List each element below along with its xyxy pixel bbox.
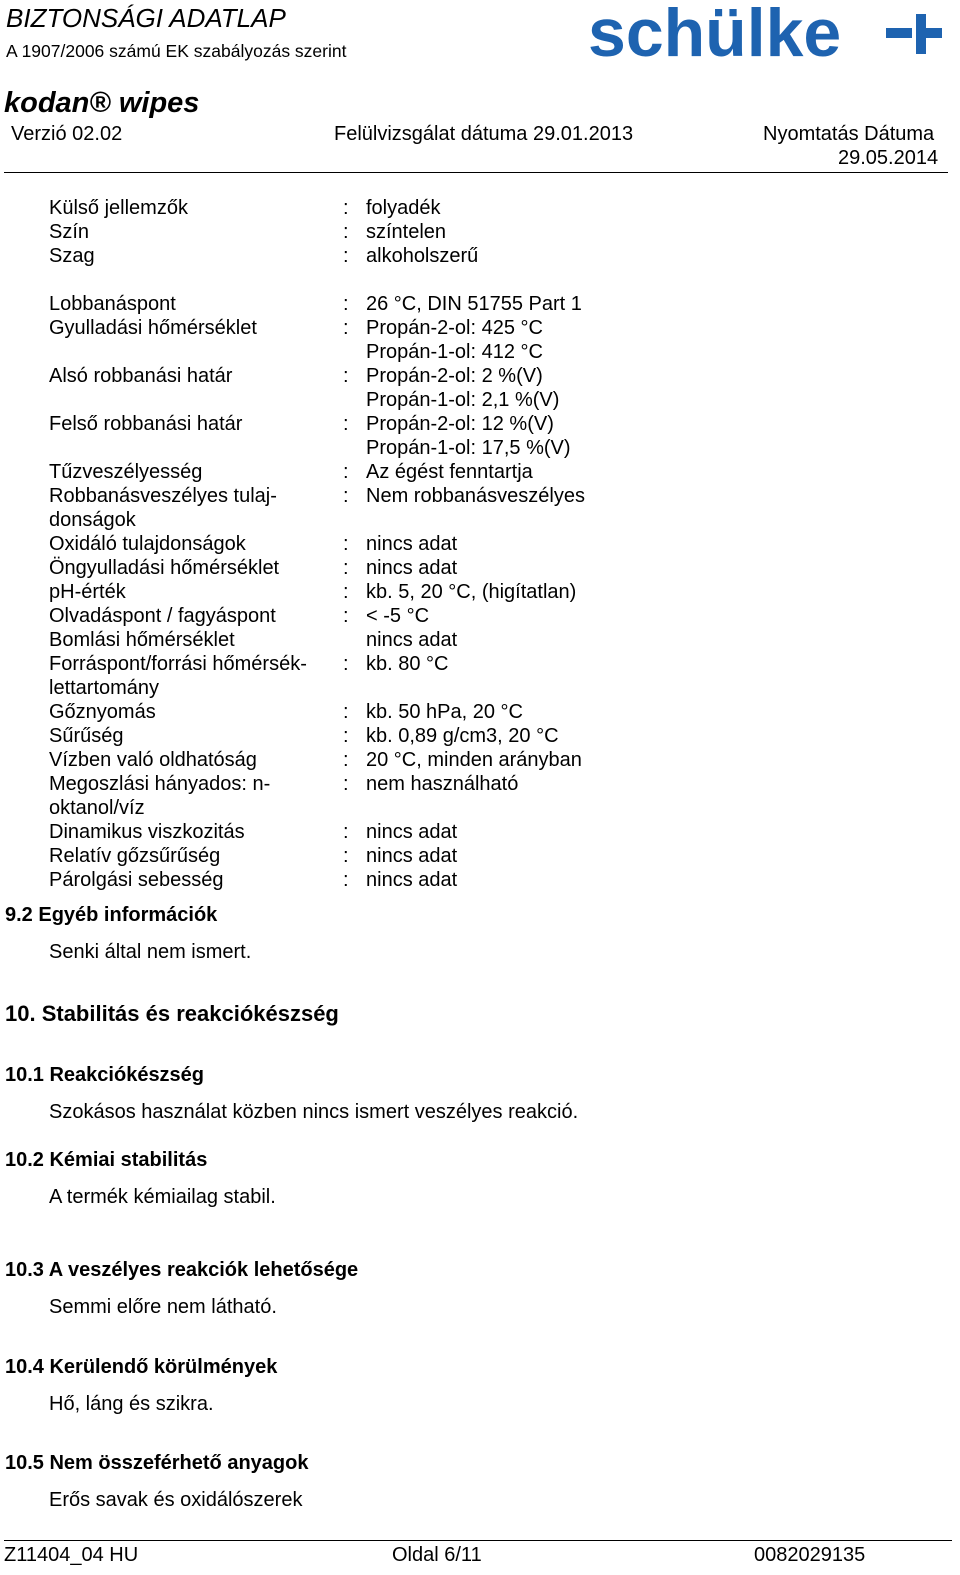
property-value: folyadék [366,197,441,219]
property-value: 26 °C, DIN 51755 Part 1 [366,293,582,315]
section-10-2-heading: 10.2 Kémiai stabilitás [5,1149,208,1171]
property-separator: : [343,461,349,483]
property-value: nincs adat [366,629,458,651]
section-9-2-text: Senki által nem ismert. [49,941,252,963]
footer-doc-number: 0082029135 [754,1544,866,1566]
property-value: nincs adat [366,845,458,867]
property-label: Relatív gőzsűrűség [49,845,221,867]
property-label: Tűzveszélyesség [49,461,203,483]
property-value: kb. 5, 20 °C, (higítatlan) [366,581,577,603]
property-value: nincs adat [366,821,458,843]
property-label: Sűrűség [49,725,124,747]
property-separator: : [343,605,349,627]
property-label: Robbanásveszélyes tulaj- [49,485,277,507]
property-separator: : [343,581,349,603]
property-separator: : [343,317,349,339]
property-label: Bomlási hőmérséklet [49,629,235,651]
property-value: Propán-1-ol: 17,5 %(V) [366,437,571,459]
property-separator: : [343,749,349,771]
property-value: nincs adat [366,869,458,891]
section-10-3-text: Semmi előre nem látható. [49,1296,277,1318]
property-label: Lobbanáspont [49,293,176,315]
property-separator: : [343,701,349,723]
logo-wordmark: schülke [588,0,842,64]
property-value: alkoholszerű [366,245,479,267]
property-value: Propán-2-ol: 12 %(V) [366,413,554,435]
property-label: Külső jellemzők [49,197,188,219]
property-label: Olvadáspont / fagyáspont [49,605,276,627]
property-value: kb. 80 °C [366,653,449,675]
property-label: Gőznyomás [49,701,156,723]
property-label: Forráspont/forrási hőmérsék- [49,653,307,675]
property-value: < -5 °C [366,605,430,627]
regulation-reference: A 1907/2006 számú EK szabályozás szerint [6,41,347,61]
document-title: BIZTONSÁGI ADATLAP [6,3,286,33]
property-label: Szag [49,245,95,267]
property-label: lettartomány [49,677,160,699]
property-value: Nem robbanásveszélyes [366,485,585,507]
property-value: színtelen [366,221,447,243]
property-label: Szín [49,221,90,243]
section-10-heading: 10. Stabilitás és reakciókészség [5,1001,339,1026]
property-label: Öngyulladási hőmérséklet [49,557,280,579]
footer-doc-code: Z11404_04 HU [4,1544,139,1566]
section-10-5-text: Erős savak és oxidálószerek [49,1489,303,1511]
property-value: nincs adat [366,533,458,555]
property-separator: : [343,197,349,219]
property-separator: : [343,485,349,507]
property-value: 20 °C, minden arányban [366,749,582,771]
property-label: Alsó robbanási határ [49,365,233,387]
logo-arrow-icon [886,14,942,54]
property-separator: : [343,773,349,795]
footer-divider [4,1540,952,1541]
property-label: oktanol/víz [49,797,145,819]
section-10-3-heading: 10.3 A veszélyes reakciók lehetősége [5,1259,359,1281]
print-date: 29.05.2014 [838,147,939,169]
property-value: kb. 0,89 g/cm3, 20 °C [366,725,559,747]
property-separator: : [343,245,349,267]
property-value: nincs adat [366,557,458,579]
section-10-4-heading: 10.4 Kerülendő körülmények [5,1356,278,1378]
property-value: Propán-1-ol: 412 °C [366,341,543,363]
property-value: nem használható [366,773,519,795]
property-label: Felső robbanási határ [49,413,243,435]
property-label: Vízben való oldhatóság [49,749,257,771]
section-10-4-text: Hő, láng és szikra. [49,1393,214,1415]
property-label: Párolgási sebesség [49,869,224,891]
section-10-1-heading: 10.1 Reakciókészség [5,1064,205,1086]
property-label: donságok [49,509,136,531]
property-value: Az égést fenntartja [366,461,533,483]
property-separator: : [343,221,349,243]
property-separator: : [343,557,349,579]
property-label: Megoszlási hányados: n- [49,773,271,795]
version-label: Verzió 02.02 [11,123,123,145]
property-separator: : [343,653,349,675]
property-separator: : [343,293,349,315]
property-separator: : [343,725,349,747]
section-10-2-text: A termék kémiailag stabil. [49,1186,276,1208]
property-label: pH-érték [49,581,126,603]
property-separator: : [343,533,349,555]
property-separator: : [343,365,349,387]
header-divider [4,172,948,173]
property-separator: : [343,869,349,891]
property-value: Propán-2-ol: 2 %(V) [366,365,543,387]
section-10-5-heading: 10.5 Nem összeférhető anyagok [5,1452,309,1474]
print-date-label: Nyomtatás Dátuma [763,123,935,145]
property-label: Oxidáló tulajdonságok [49,533,246,555]
property-separator: : [343,413,349,435]
section-10-1-text: Szokásos használat közben nincs ismert veszélyes reakció. [49,1101,579,1123]
product-name: kodan® wipes [4,87,200,119]
section-9-2-heading: 9.2 Egyéb információk [5,904,218,926]
property-value: Propán-1-ol: 2,1 %(V) [366,389,560,411]
property-separator: : [343,821,349,843]
revision-date: Felülvizsgálat dátuma 29.01.2013 [334,123,634,145]
property-label: Dinamikus viszkozitás [49,821,245,843]
property-value: Propán-2-ol: 425 °C [366,317,543,339]
property-value: kb. 50 hPa, 20 °C [366,701,523,723]
company-logo [588,0,948,69]
property-label: Gyulladási hőmérséklet [49,317,257,339]
footer-page-number: Oldal 6/11 [392,1544,482,1566]
property-separator: : [343,845,349,867]
